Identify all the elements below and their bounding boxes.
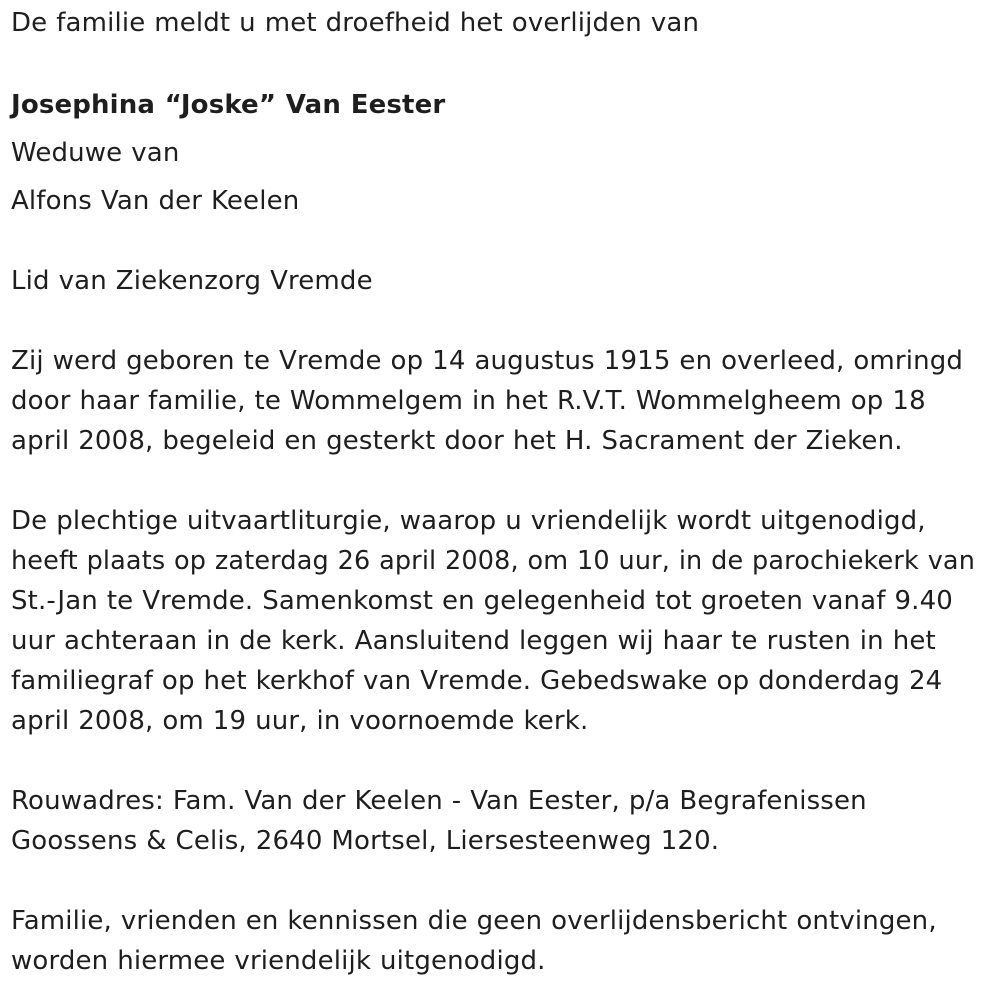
funeral-line: De plechtige uitvaartliturgie, waarop u vriendelijk wordt uitgenodigd,	[11, 506, 926, 536]
birth-death-line: Zij werd geboren te Vremde op 14 augustus 1915 en overleed, omringd	[11, 346, 964, 376]
intro-text: De familie meldt u met droefheid het overlijden van	[11, 8, 700, 38]
closing-line: Familie, vrienden en kennissen die geen overlijdensbericht ontvingen,	[11, 906, 937, 936]
funeral-line: uur achteraan in de kerk. Aansluitend leggen wij haar te rusten in het	[11, 626, 936, 656]
closing-line: worden hiermee vriendelijk uitgenodigd.	[11, 946, 546, 976]
funeral-line: familiegraf op het kerkhof van Vremde. Gebedswake op donderdag 24	[11, 666, 943, 696]
spouse-name: Alfons Van der Keelen	[11, 186, 300, 216]
birth-death-line: door haar familie, te Wommelgem in het R.V.T. Wommelgheem op 18	[11, 386, 926, 416]
address-line: Rouwadres: Fam. Van der Keelen - Van Eester, p/a Begrafenissen	[11, 786, 867, 816]
funeral-line: heeft plaats op zaterdag 26 april 2008, om 10 uur, in de parochiekerk van	[11, 546, 976, 576]
deceased-name: Josephina “Joske” Van Eester	[11, 90, 446, 120]
funeral-line: april 2008, om 19 uur, in voornoemde kerk.	[11, 706, 589, 736]
funeral-line: St.-Jan te Vremde. Samenkomst en gelegenheid tot groeten vanaf 9.40	[11, 586, 953, 616]
address-line: Goossens & Celis, 2640 Mortsel, Liersesteenweg 120.	[11, 826, 720, 856]
relation-text: Weduwe van	[11, 138, 180, 168]
birth-death-line: april 2008, begeleid en gesterkt door het H. Sacrament der Zieken.	[11, 426, 903, 456]
membership-text: Lid van Ziekenzorg Vremde	[11, 266, 373, 296]
